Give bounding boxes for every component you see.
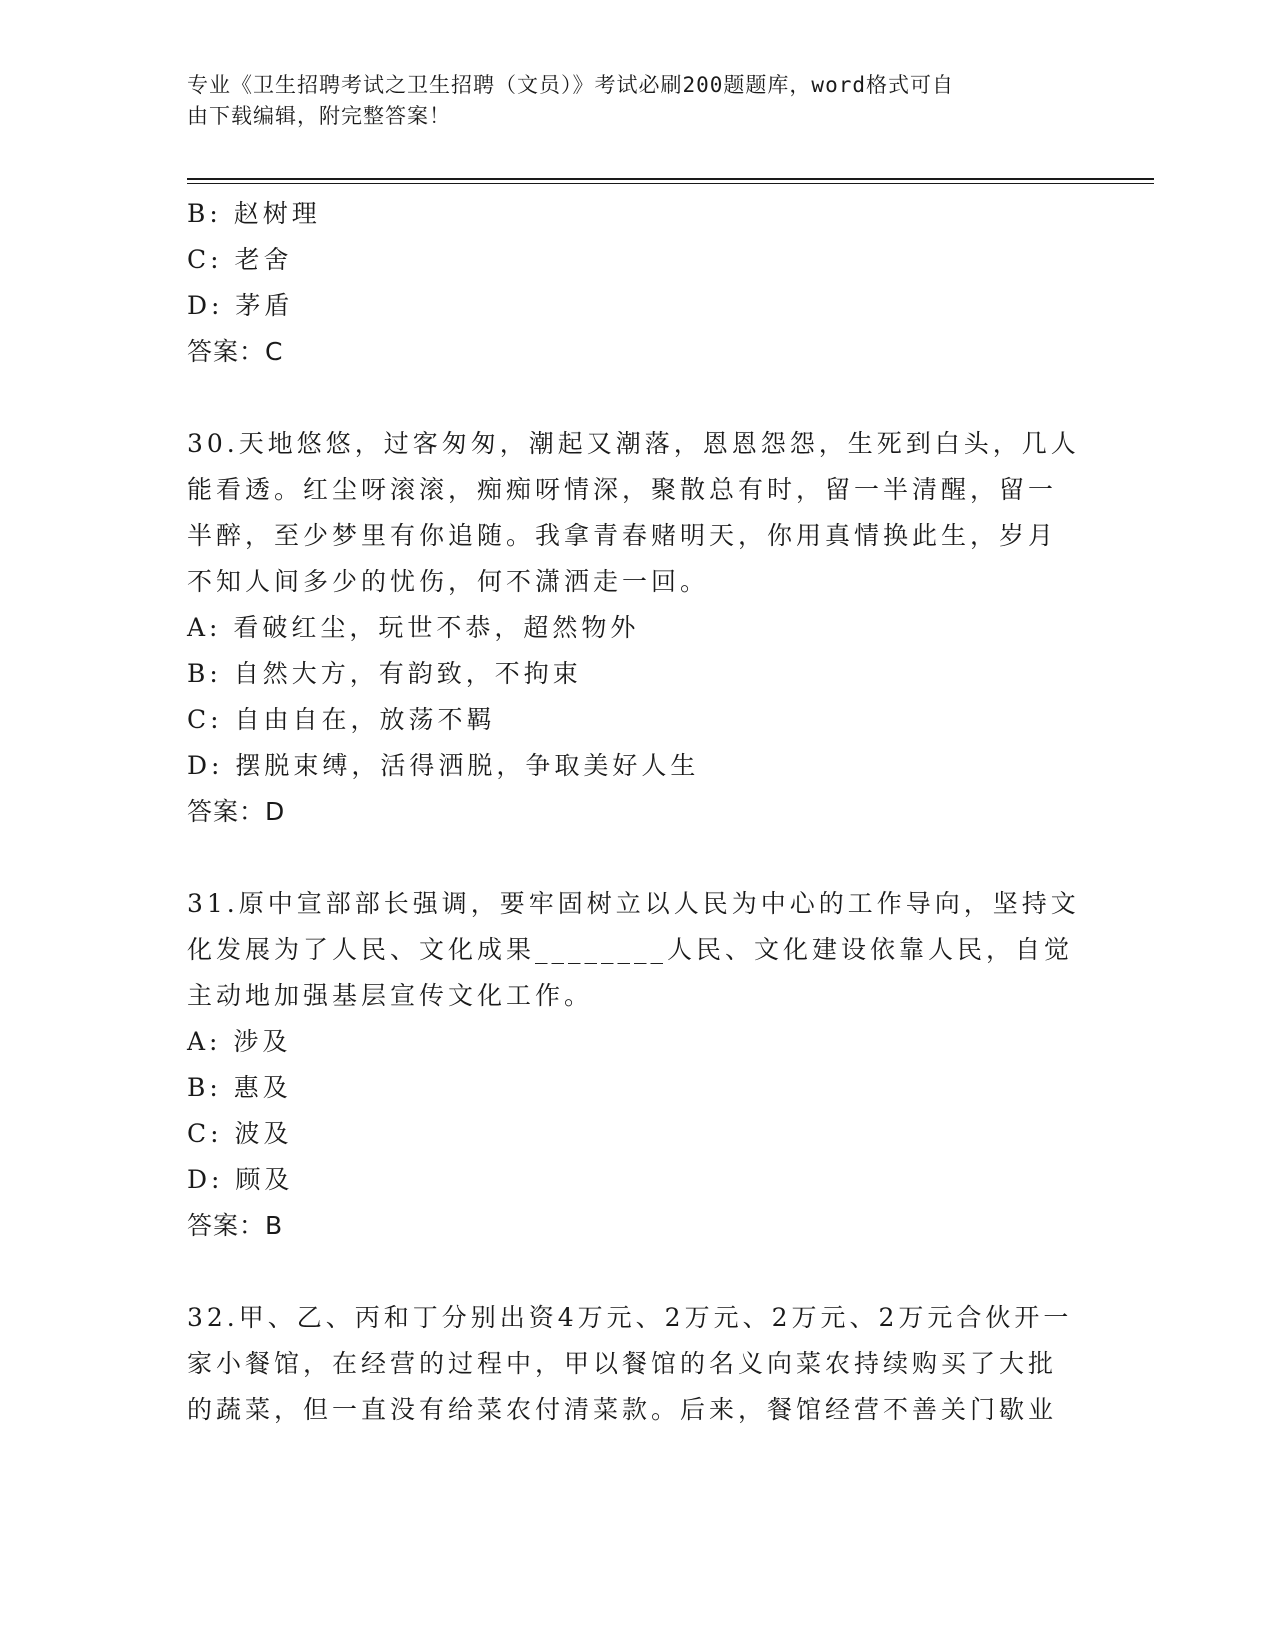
option-b: B: 赵树理 [187, 199, 321, 228]
option-c: C: 自由自在，放荡不羁 [187, 705, 496, 734]
header-rule-thin [187, 183, 1154, 184]
answer-line: 答案：C [187, 337, 284, 366]
document-body [187, 191, 1087, 1433]
answer-line: 答案：D [187, 797, 286, 826]
spacer [187, 375, 1087, 421]
document-header [187, 70, 1067, 132]
question-stem-line: 能看透。红尘呀滚滚，痴痴呀情深，聚散总有时，留一半清醒，留一 [187, 475, 1058, 504]
question-stem-line: 31.原中宣部部长强调，要牢固树立以人民为中心的工作导向，坚持文 [187, 889, 1080, 918]
header-line-2: 由下载编辑，附完整答案！ [187, 104, 451, 128]
question-stem-line: 不知人间多少的忧伤，何不潇洒走一回。 [187, 567, 710, 596]
option-c: C: 波及 [187, 1119, 293, 1148]
option-d: D: 茅盾 [187, 291, 294, 320]
option-d: D: 摆脱束缚，活得洒脱，争取美好人生 [187, 751, 700, 780]
question-stem-line: 30.天地悠悠，过客匆匆，潮起又潮落，恩恩怨怨，生死到白头，几人 [187, 429, 1080, 458]
option-a: A: 看破红尘，玩世不恭，超然物外 [187, 613, 640, 642]
option-d: D: 顾及 [187, 1165, 294, 1194]
header-line-1: 专业《卫生招聘考试之卫生招聘（文员）》考试必刷200题题库，word格式可自 [187, 73, 954, 97]
question-stem-line: 32.甲、乙、丙和丁分别出资4万元、2万元、2万元、2万元合伙开一 [187, 1303, 1073, 1332]
question-29 [187, 191, 1087, 375]
question-32 [187, 1295, 1087, 1433]
spacer [187, 1249, 1087, 1295]
option-c: C: 老舍 [187, 245, 293, 274]
header-rule-thick [187, 178, 1154, 180]
question-30 [187, 421, 1087, 835]
question-stem-line: 的蔬菜，但一直没有给菜农付清菜款。后来，餐馆经营不善关门歇业 [187, 1395, 1058, 1424]
question-stem-line: 半醉，至少梦里有你追随。我拿青春赌明天，你用真情换此生，岁月 [187, 521, 1058, 550]
spacer [187, 835, 1087, 881]
question-stem-line: 主动地加强基层宣传文化工作。 [187, 981, 594, 1010]
answer-line: 答案：B [187, 1211, 284, 1240]
option-b: B: 自然大方，有韵致，不拘束 [187, 659, 582, 688]
question-stem-line: 家小餐馆，在经营的过程中，甲以餐馆的名义向菜农持续购买了大批 [187, 1349, 1058, 1378]
option-a: A: 涉及 [187, 1027, 292, 1056]
question-31 [187, 881, 1087, 1249]
question-stem-line: 化发展为了人民、文化成果________人民、文化建设依靠人民，自觉 [187, 935, 1074, 964]
option-b: B: 惠及 [187, 1073, 292, 1102]
